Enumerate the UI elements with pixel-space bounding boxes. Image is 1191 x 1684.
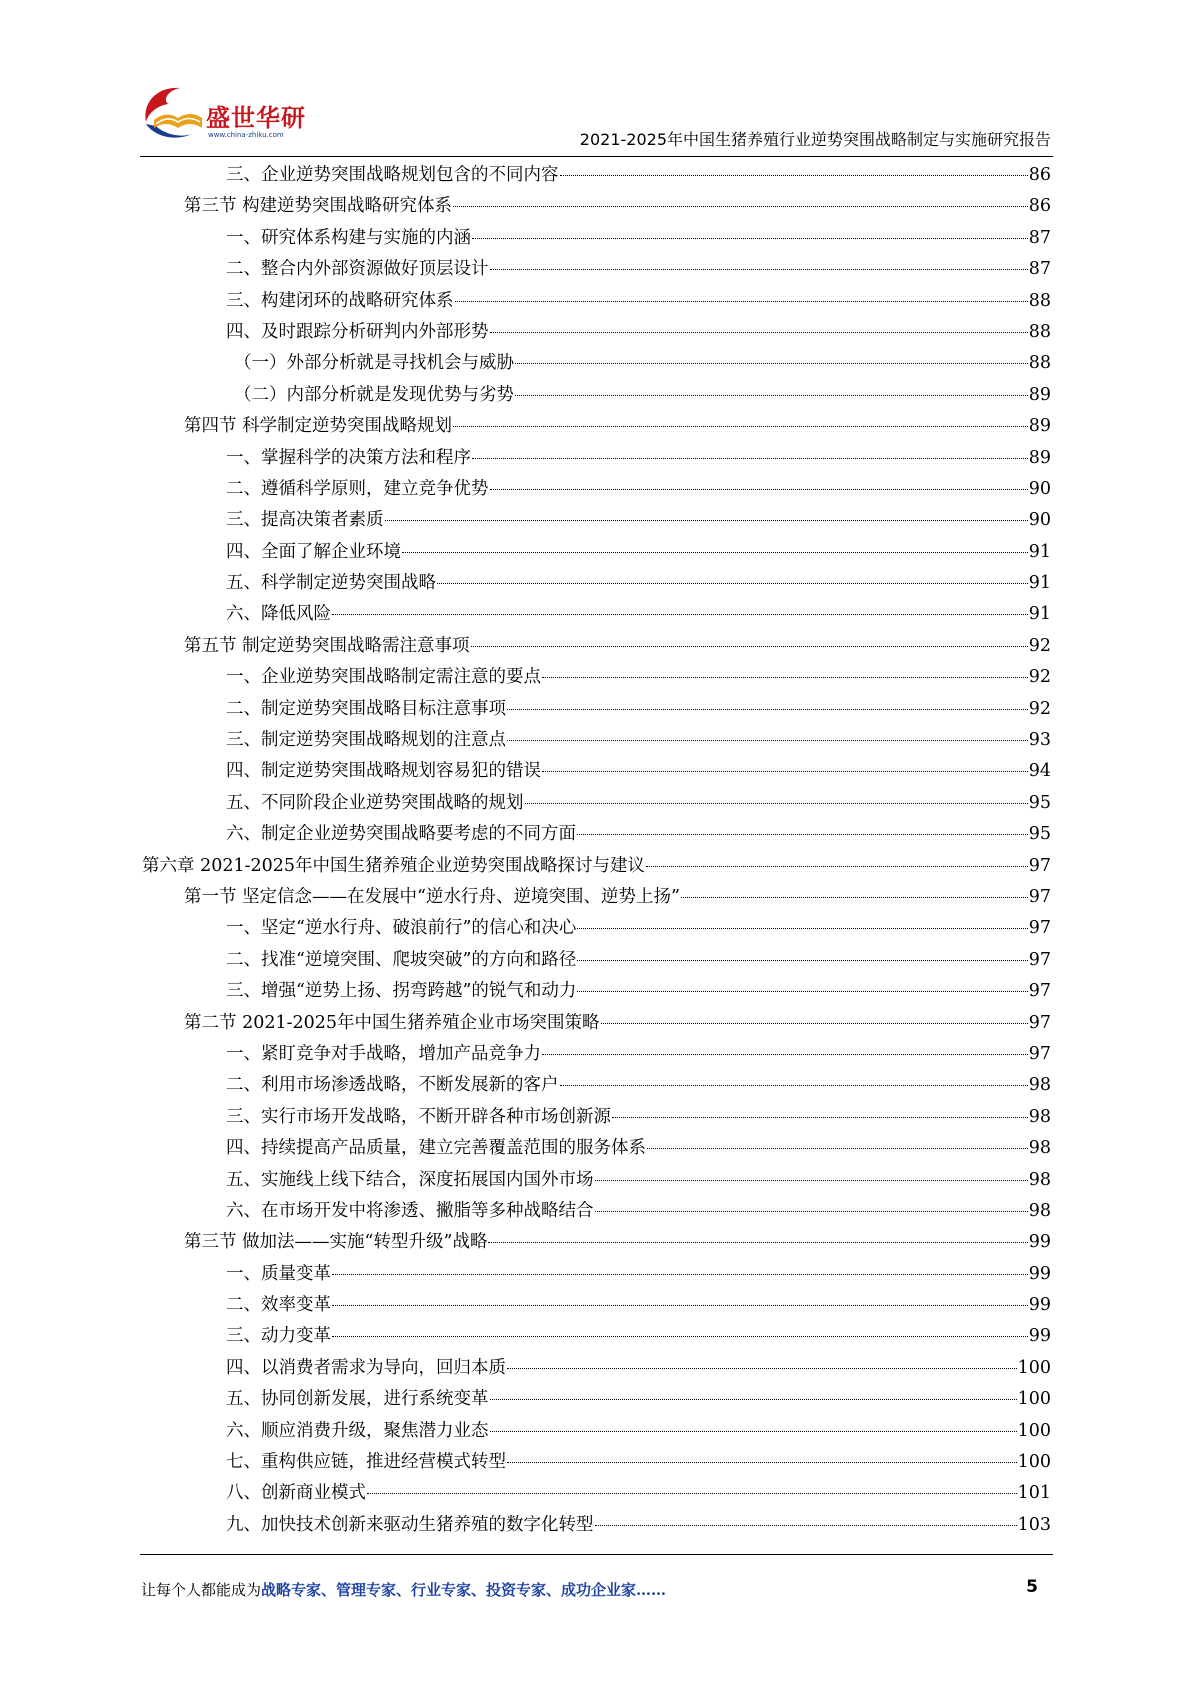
toc-leader-dots bbox=[577, 928, 1027, 929]
toc-leader-dots bbox=[595, 1180, 1028, 1181]
toc-entry-title: 第一节 坚定信念——在发展中“逆水行舟、逆境突围、逆势上扬” bbox=[184, 886, 680, 907]
toc-leader-dots bbox=[490, 489, 1028, 490]
toc-leader-dots bbox=[542, 1054, 1028, 1055]
toc-entry[interactable] bbox=[142, 381, 1051, 412]
toc-entry-page: 86 bbox=[1028, 165, 1051, 185]
toc-entry[interactable] bbox=[142, 600, 1051, 631]
toc-entry[interactable] bbox=[142, 1228, 1051, 1259]
toc-leader-dots bbox=[542, 771, 1028, 772]
toc-entry[interactable] bbox=[142, 1511, 1051, 1542]
toc-leader-dots bbox=[560, 1085, 1028, 1086]
toc-leader-dots bbox=[612, 1117, 1028, 1118]
toc-leader-dots bbox=[560, 175, 1028, 176]
toc-entry[interactable] bbox=[142, 883, 1051, 914]
toc-entry-page: 94 bbox=[1028, 761, 1051, 782]
toc-entry-page: 89 bbox=[1028, 416, 1051, 437]
toc-entry-title: （一）外部分析就是寻找机会与威胁 bbox=[234, 353, 514, 374]
toc-entry-title: 一、研究体系构建与实施的内涵 bbox=[226, 227, 471, 248]
toc-entry-title: 八、创新商业模式 bbox=[226, 1483, 366, 1504]
toc-entry-title: 二、效率变革 bbox=[226, 1295, 331, 1316]
toc-entry-page: 99 bbox=[1028, 1232, 1051, 1253]
toc-entry-page: 101 bbox=[1017, 1483, 1051, 1504]
toc-leader-dots bbox=[507, 1368, 1017, 1369]
logo-url: www.china-zhiku.com bbox=[208, 131, 284, 139]
toc-leader-dots bbox=[453, 426, 1028, 427]
toc-entry-page: 87 bbox=[1028, 259, 1051, 280]
toc-entry-title: 三、增强“逆势上扬、拐弯跨越”的锐气和动力 bbox=[226, 981, 577, 1002]
toc-leader-dots bbox=[490, 1431, 1017, 1432]
toc-entry-page: 91 bbox=[1028, 541, 1051, 562]
toc-leader-dots bbox=[472, 458, 1028, 459]
toc-entry[interactable] bbox=[142, 1322, 1051, 1353]
footer-divider bbox=[140, 1554, 1053, 1555]
toc-entry-title: 三、制定逆势突围战略规划的注意点 bbox=[226, 730, 506, 751]
toc-entry-page: 89 bbox=[1028, 447, 1051, 468]
toc-entry[interactable] bbox=[142, 412, 1051, 443]
toc-leader-dots bbox=[471, 646, 1028, 647]
toc-entry[interactable] bbox=[142, 726, 1051, 757]
toc-entry-page: 98 bbox=[1028, 1169, 1051, 1190]
toc-entry-title: 第五节 制定逆势突围战略需注意事项 bbox=[184, 635, 470, 656]
logo-emblem-icon bbox=[140, 84, 204, 146]
toc-entry-title: 一、企业逆势突围战略制定需注意的要点 bbox=[226, 667, 541, 688]
toc-entry[interactable] bbox=[142, 161, 1051, 192]
toc-entry[interactable] bbox=[142, 1385, 1051, 1416]
toc-leader-dots bbox=[595, 1211, 1028, 1212]
toc-entry-page: 98 bbox=[1028, 1200, 1051, 1221]
toc-leader-dots bbox=[490, 1399, 1017, 1400]
toc-entry-page: 100 bbox=[1017, 1389, 1051, 1410]
toc-entry-title: 二、找准“逆境突围、爬坡突破”的方向和路径 bbox=[226, 949, 577, 970]
toc-leader-dots bbox=[488, 1242, 1027, 1243]
toc-leader-dots bbox=[577, 960, 1027, 961]
toc-entry[interactable] bbox=[142, 695, 1051, 726]
toc-entry[interactable] bbox=[142, 318, 1051, 349]
toc-entry-title: 六、降低风险 bbox=[226, 604, 331, 625]
toc-entry[interactable] bbox=[142, 1134, 1051, 1165]
toc-entry-page: 92 bbox=[1028, 698, 1051, 719]
toc-leader-dots bbox=[577, 991, 1027, 992]
toc-entry-title: 五、协同创新发展，进行系统变革 bbox=[226, 1389, 489, 1410]
footer-slogan-prefix: 让每个人都能成为 bbox=[141, 1581, 262, 1599]
toc-entry-title: 七、重构供应链，推进经营模式转型 bbox=[226, 1452, 506, 1473]
toc-leader-dots bbox=[490, 269, 1028, 270]
toc-leader-dots bbox=[601, 1023, 1028, 1024]
toc-entry-page: 97 bbox=[1028, 886, 1051, 907]
toc-leader-dots bbox=[515, 395, 1028, 396]
toc-entry-page: 99 bbox=[1028, 1326, 1051, 1347]
toc-entry-page: 97 bbox=[1028, 918, 1051, 939]
toc-entry-page: 91 bbox=[1028, 604, 1051, 625]
toc-entry[interactable] bbox=[142, 1009, 1051, 1040]
toc-entry-title: 六、顺应消费升级，聚焦潜力业态 bbox=[226, 1420, 489, 1441]
toc-leader-dots bbox=[507, 1462, 1017, 1463]
toc-entry-title: 四、持续提高产品质量，建立完善覆盖范围的服务体系 bbox=[226, 1138, 646, 1159]
toc-leader-dots bbox=[490, 332, 1028, 333]
toc-entry[interactable] bbox=[142, 1071, 1051, 1102]
toc-entry-title: 六、在市场开发中将渗透、撇脂等多种战略结合 bbox=[226, 1200, 594, 1221]
toc-entry-page: 91 bbox=[1028, 573, 1051, 594]
toc-entry-title: 五、不同阶段企业逆势突围战略的规划 bbox=[226, 792, 524, 813]
toc-leader-dots bbox=[681, 897, 1028, 898]
toc-entry[interactable] bbox=[142, 1291, 1051, 1322]
toc-entry-page: 100 bbox=[1017, 1420, 1051, 1441]
toc-entry-page: 93 bbox=[1028, 730, 1051, 751]
toc-leader-dots bbox=[332, 614, 1028, 615]
toc-entry[interactable] bbox=[142, 632, 1051, 663]
toc-leader-dots bbox=[646, 866, 1028, 867]
toc-entry-page: 95 bbox=[1028, 792, 1051, 813]
footer-slogan bbox=[141, 1579, 666, 1600]
toc-entry[interactable] bbox=[142, 663, 1051, 694]
toc-leader-dots bbox=[437, 583, 1028, 584]
toc-entry-page: 97 bbox=[1028, 855, 1051, 876]
toc-entry-title: 二、遵循科学原则，建立竞争优势 bbox=[226, 478, 489, 499]
toc-entry-page: 99 bbox=[1028, 1295, 1051, 1316]
report-title: 2021-2025年中国生猪养殖行业逆势突围战略制定与实施研究报告 bbox=[579, 130, 1051, 149]
toc-entry[interactable] bbox=[142, 1448, 1051, 1479]
toc-leader-dots bbox=[507, 709, 1028, 710]
footer-slogan-highlight: 战略专家、管理专家、行业专家、投资专家、成功企业家…… bbox=[261, 1581, 667, 1599]
toc-entry-page: 99 bbox=[1028, 1263, 1051, 1284]
toc-entry-title: 一、质量变革 bbox=[226, 1263, 331, 1284]
toc-entry[interactable] bbox=[142, 1103, 1051, 1134]
toc-entry[interactable] bbox=[142, 255, 1051, 286]
toc-entry[interactable] bbox=[142, 789, 1051, 820]
toc-entry-page: 97 bbox=[1028, 949, 1051, 970]
toc-entry-page: 95 bbox=[1028, 824, 1051, 845]
toc-entry[interactable] bbox=[142, 506, 1051, 537]
toc-entry[interactable] bbox=[142, 1417, 1051, 1448]
toc-entry-page: 92 bbox=[1028, 667, 1051, 688]
toc-entry-title: 五、实施线上线下结合，深度拓展国内国外市场 bbox=[226, 1169, 594, 1190]
header-divider bbox=[140, 156, 1053, 157]
toc-leader-dots bbox=[542, 677, 1028, 678]
toc-entry[interactable] bbox=[142, 946, 1051, 977]
page-number: 5 bbox=[1026, 1577, 1038, 1597]
toc-entry-title: 五、科学制定逆势突围战略 bbox=[226, 573, 436, 594]
toc-entry-title: 六、制定企业逆势突围战略要考虑的不同方面 bbox=[226, 824, 576, 845]
toc-entry-title: 四、制定逆势突围战略规划容易犯的错误 bbox=[226, 761, 541, 782]
toc-entry-title: 一、掌握科学的决策方法和程序 bbox=[226, 447, 471, 468]
toc-entry[interactable] bbox=[142, 1260, 1051, 1291]
toc-leader-dots bbox=[367, 1493, 1017, 1494]
toc-entry-page: 89 bbox=[1028, 384, 1051, 405]
toc-entry-title: 九、加快技术创新来驱动生猪养殖的数字化转型 bbox=[226, 1514, 594, 1535]
toc-leader-dots bbox=[402, 552, 1028, 553]
company-logo bbox=[140, 84, 330, 146]
toc-entry-title: 第六章 2021-2025年中国生猪养殖企业逆势突围战略探讨与建议 bbox=[142, 855, 646, 876]
toc-entry-page: 88 bbox=[1028, 353, 1051, 374]
toc-entry-page: 88 bbox=[1028, 321, 1051, 342]
toc-entry-title: 二、整合内外部资源做好顶层设计 bbox=[226, 259, 489, 280]
toc-leader-dots bbox=[332, 1274, 1028, 1275]
toc-entry-page: 97 bbox=[1028, 1012, 1051, 1033]
toc-entry[interactable] bbox=[142, 192, 1051, 223]
toc-entry-title: 一、紧盯竞争对手战略，增加产品竞争力 bbox=[226, 1043, 541, 1064]
table-of-contents bbox=[142, 161, 1051, 1542]
toc-entry-page: 90 bbox=[1028, 510, 1051, 531]
toc-leader-dots bbox=[647, 1148, 1028, 1149]
toc-entry-page: 98 bbox=[1028, 1075, 1051, 1096]
toc-leader-dots bbox=[453, 206, 1028, 207]
toc-leader-dots bbox=[332, 1336, 1028, 1337]
toc-entry-title: 第二节 2021-2025年中国生猪养殖企业市场突围策略 bbox=[184, 1012, 600, 1033]
toc-entry-title: 二、制定逆势突围战略目标注意事项 bbox=[226, 698, 506, 719]
toc-entry[interactable] bbox=[142, 349, 1051, 380]
toc-entry-page: 98 bbox=[1028, 1138, 1051, 1159]
toc-entry-page: 103 bbox=[1017, 1514, 1051, 1535]
toc-leader-dots bbox=[507, 740, 1028, 741]
toc-entry[interactable] bbox=[142, 1040, 1051, 1071]
toc-entry[interactable] bbox=[142, 444, 1051, 475]
toc-entry-title: 二、利用市场渗透战略，不断发展新的客户 bbox=[226, 1075, 559, 1096]
toc-entry-page: 97 bbox=[1028, 981, 1051, 1002]
toc-leader-dots bbox=[472, 238, 1028, 239]
toc-entry[interactable] bbox=[142, 757, 1051, 788]
toc-entry[interactable] bbox=[142, 224, 1051, 255]
toc-entry[interactable] bbox=[142, 569, 1051, 600]
toc-entry-page: 100 bbox=[1017, 1452, 1051, 1473]
toc-entry[interactable] bbox=[142, 538, 1051, 569]
toc-entry-title: 四、及时跟踪分析研判内外部形势 bbox=[226, 321, 489, 342]
toc-entry-title: 四、全面了解企业环境 bbox=[226, 541, 401, 562]
logo-name: 盛世华研 bbox=[206, 104, 306, 132]
toc-entry-page: 97 bbox=[1028, 1043, 1051, 1064]
toc-entry-page: 100 bbox=[1017, 1357, 1051, 1378]
toc-entry-title: 三、实行市场开发战略，不断开辟各种市场创新源 bbox=[226, 1106, 611, 1127]
toc-entry-page: 86 bbox=[1028, 196, 1051, 217]
toc-entry[interactable] bbox=[142, 820, 1051, 851]
toc-entry-page: 98 bbox=[1028, 1106, 1051, 1127]
toc-entry-title: 四、以消费者需求为导向，回归本质 bbox=[226, 1357, 506, 1378]
toc-entry[interactable] bbox=[142, 287, 1051, 318]
toc-leader-dots bbox=[577, 834, 1028, 835]
toc-leader-dots bbox=[525, 803, 1028, 804]
toc-entry[interactable] bbox=[142, 1354, 1051, 1385]
toc-entry-page: 87 bbox=[1028, 227, 1051, 248]
toc-leader-dots bbox=[385, 520, 1028, 521]
toc-entry-title: 第三节 做加法——实施“转型升级”战略 bbox=[184, 1232, 488, 1253]
toc-entry[interactable] bbox=[142, 1166, 1051, 1197]
toc-entry-title: 一、坚定“逆水行舟、破浪前行”的信心和决心 bbox=[226, 918, 577, 939]
toc-entry-title: 三、动力变革 bbox=[226, 1326, 331, 1347]
toc-leader-dots bbox=[515, 363, 1028, 364]
toc-entry-title: （二）内部分析就是发现优势与劣势 bbox=[234, 384, 514, 405]
toc-entry-page: 90 bbox=[1028, 478, 1051, 499]
toc-entry-title: 三、构建闭环的战略研究体系 bbox=[226, 290, 454, 311]
toc-entry-title: 第三节 构建逆势突围战略研究体系 bbox=[184, 196, 453, 217]
toc-entry-title: 第四节 科学制定逆势突围战略规划 bbox=[184, 416, 453, 437]
toc-entry[interactable] bbox=[142, 1479, 1051, 1510]
toc-entry-page: 88 bbox=[1028, 290, 1051, 311]
toc-entry[interactable] bbox=[142, 914, 1051, 945]
toc-entry-page: 92 bbox=[1028, 635, 1051, 656]
toc-entry-title: 三、企业逆势突围战略规划包含的不同内容 bbox=[226, 165, 559, 185]
toc-leader-dots bbox=[595, 1525, 1017, 1526]
toc-leader-dots bbox=[332, 1305, 1028, 1306]
toc-leader-dots bbox=[455, 301, 1028, 302]
toc-entry-title: 三、提高决策者素质 bbox=[226, 510, 384, 531]
toc-entry[interactable] bbox=[142, 977, 1051, 1008]
toc-entry[interactable] bbox=[142, 1197, 1051, 1228]
toc-entry[interactable] bbox=[142, 475, 1051, 506]
toc-entry[interactable] bbox=[142, 852, 1051, 883]
